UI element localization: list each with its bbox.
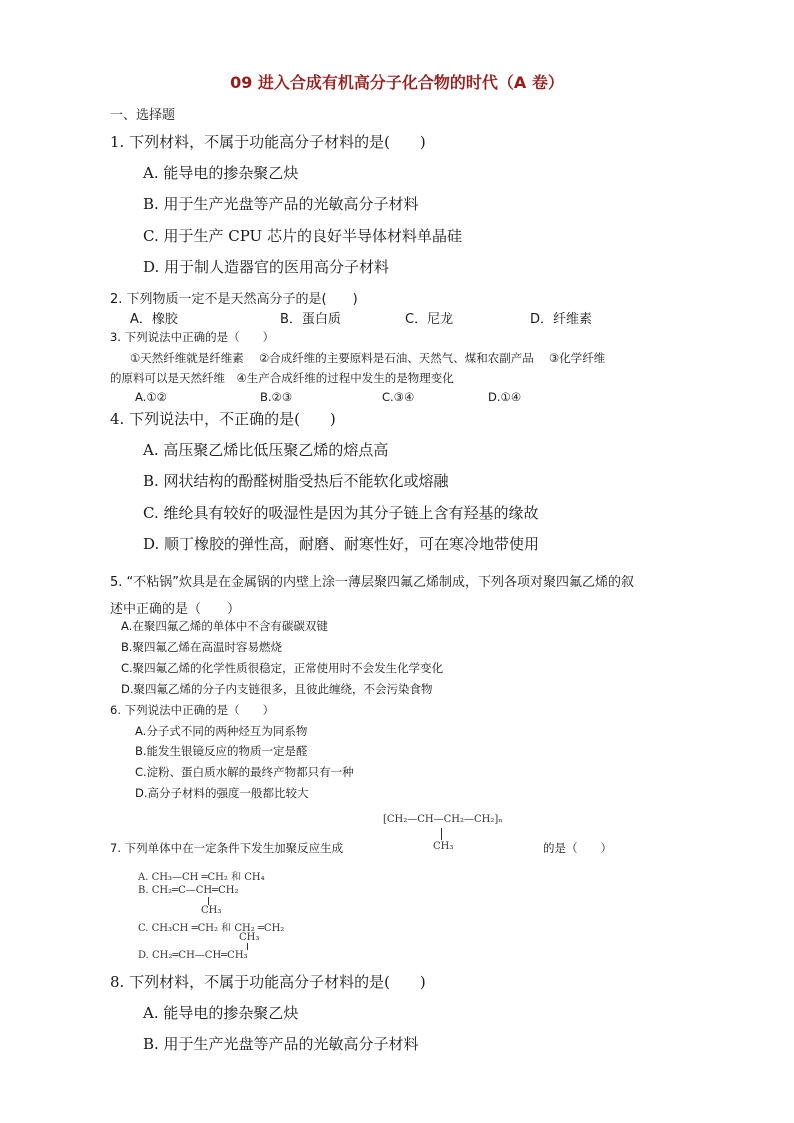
q1-option-a: A. 能导电的掺杂聚乙炔 bbox=[143, 164, 299, 182]
q3-statement-line1: ①天然纤维就是纤维素 ②合成纤维的主要原料是石油、天然气、煤和农副产品 ③化学纤维 bbox=[130, 351, 606, 365]
q1-option-d: D. 用于制人造器官的医用高分子材料 bbox=[143, 258, 390, 276]
q2-stem: 2. 下列物质一定不是天然高分子的是( ) bbox=[110, 292, 358, 307]
q8-stem: 8. 下列材料，不属于功能高分子材料的是( ) bbox=[110, 973, 426, 991]
q4-option-a: A. 高压聚乙烯比低压聚乙烯的熔点高 bbox=[143, 441, 389, 459]
q7-option-d-branch-bond bbox=[247, 943, 248, 950]
q7-option-c: C. CH₃CH ═CH₂ 和 CH₂ ═CH₂ bbox=[138, 923, 285, 934]
q7-stem-end: 的是（ ） bbox=[543, 841, 612, 855]
q7-option-d-branch: CH₃ bbox=[239, 932, 260, 943]
q5-option-d: D.聚四氟乙烯的分子内支链很多，且彼此缠绕，不会污染食物 bbox=[121, 682, 433, 696]
q5-stem-line2: 述中正确的是（ ） bbox=[110, 602, 241, 617]
q7-option-d: D. CH₂═CH—CH═CH₃ bbox=[138, 950, 248, 961]
q2-option-c: C．尼龙 bbox=[405, 312, 454, 327]
q3-option-c: C.③④ bbox=[382, 390, 415, 404]
q7-option-b-branch-bond bbox=[208, 897, 209, 905]
q7-option-a: A. CH₃—CH ═CH₂ 和 CH₄ bbox=[138, 872, 265, 883]
q4-option-c: C. 维纶具有较好的吸湿性是因为其分子链上含有羟基的缘故 bbox=[143, 504, 539, 522]
q3-statement-line2: 的原料可以是天然纤维 ④生产合成纤维的过程中发生的是物理变化 bbox=[110, 371, 454, 385]
q6-option-b: B.能发生银镜反应的物质一定是醛 bbox=[135, 744, 308, 758]
section-heading: 一、选择题 bbox=[110, 108, 176, 123]
q3-stem: 3. 下列说法中正确的是（ ） bbox=[110, 330, 275, 344]
q7-polymer-branch: CH₃ bbox=[433, 841, 454, 852]
q1-option-c: C. 用于生产 CPU 芯片的良好半导体材料单晶硅 bbox=[143, 227, 462, 245]
q8-option-a: A. 能导电的掺杂聚乙炔 bbox=[143, 1004, 299, 1022]
q7-polymer-structure: [CH₂—CH—CH₂—CH₂]ₙ bbox=[383, 814, 503, 825]
page-title: 09 进入合成有机高分子化合物的时代（A 卷） bbox=[230, 73, 564, 92]
q4-option-b: B. 网状结构的酚醛树脂受热后不能软化或熔融 bbox=[143, 472, 449, 490]
q4-option-d: D. 顺丁橡胶的弹性高，耐磨、耐寒性好，可在寒冷地带使用 bbox=[143, 535, 540, 553]
q7-option-b-branch: CH₃ bbox=[201, 905, 222, 916]
q3-option-d: D.①④ bbox=[488, 390, 522, 404]
q7-option-b: B. CH₂═C—CH═CH₂ bbox=[138, 885, 239, 896]
q6-stem: 6. 下列说法中正确的是（ ） bbox=[110, 703, 275, 717]
q4-stem: 4. 下列说法中，不正确的是( ) bbox=[110, 410, 336, 428]
q1-option-b: B. 用于生产光盘等产品的光敏高分子材料 bbox=[143, 195, 419, 213]
q7-stem: 7. 下列单体中在一定条件下发生加聚反应生成 bbox=[110, 841, 344, 855]
q3-option-a: A.①② bbox=[135, 390, 167, 404]
q5-option-c: C.聚四氟乙烯的化学性质很稳定，正常使用时不会发生化学变化 bbox=[121, 661, 444, 675]
q6-option-d: D.高分子材料的强度一般都比较大 bbox=[135, 786, 309, 800]
q5-stem-line1: 5. “不粘锅”炊具是在金属锅的内壁上涂一薄层聚四氟乙烯制成，下列各项对聚四氟乙烯的叙 bbox=[110, 575, 635, 590]
q2-option-d: D．纤维素 bbox=[530, 312, 593, 327]
q7-polymer-branch-bond bbox=[441, 828, 442, 840]
q2-option-a: A．橡胶 bbox=[130, 312, 178, 327]
q3-option-b: B.②③ bbox=[260, 390, 293, 404]
q8-option-b: B. 用于生产光盘等产品的光敏高分子材料 bbox=[143, 1035, 419, 1053]
q2-option-b: B．蛋白质 bbox=[280, 312, 341, 327]
q6-option-a: A.分子式不同的两种烃互为同系物 bbox=[135, 724, 308, 738]
q5-option-a: A.在聚四氟乙烯的单体中不含有碳碳双键 bbox=[121, 619, 328, 633]
q5-option-b: B.聚四氟乙烯在高温时容易燃烧 bbox=[121, 640, 283, 654]
q1-stem: 1. 下列材料，不属于功能高分子材料的是( ) bbox=[110, 133, 426, 151]
q6-option-c: C.淀粉、蛋白质水解的最终产物都只有一种 bbox=[135, 765, 354, 779]
